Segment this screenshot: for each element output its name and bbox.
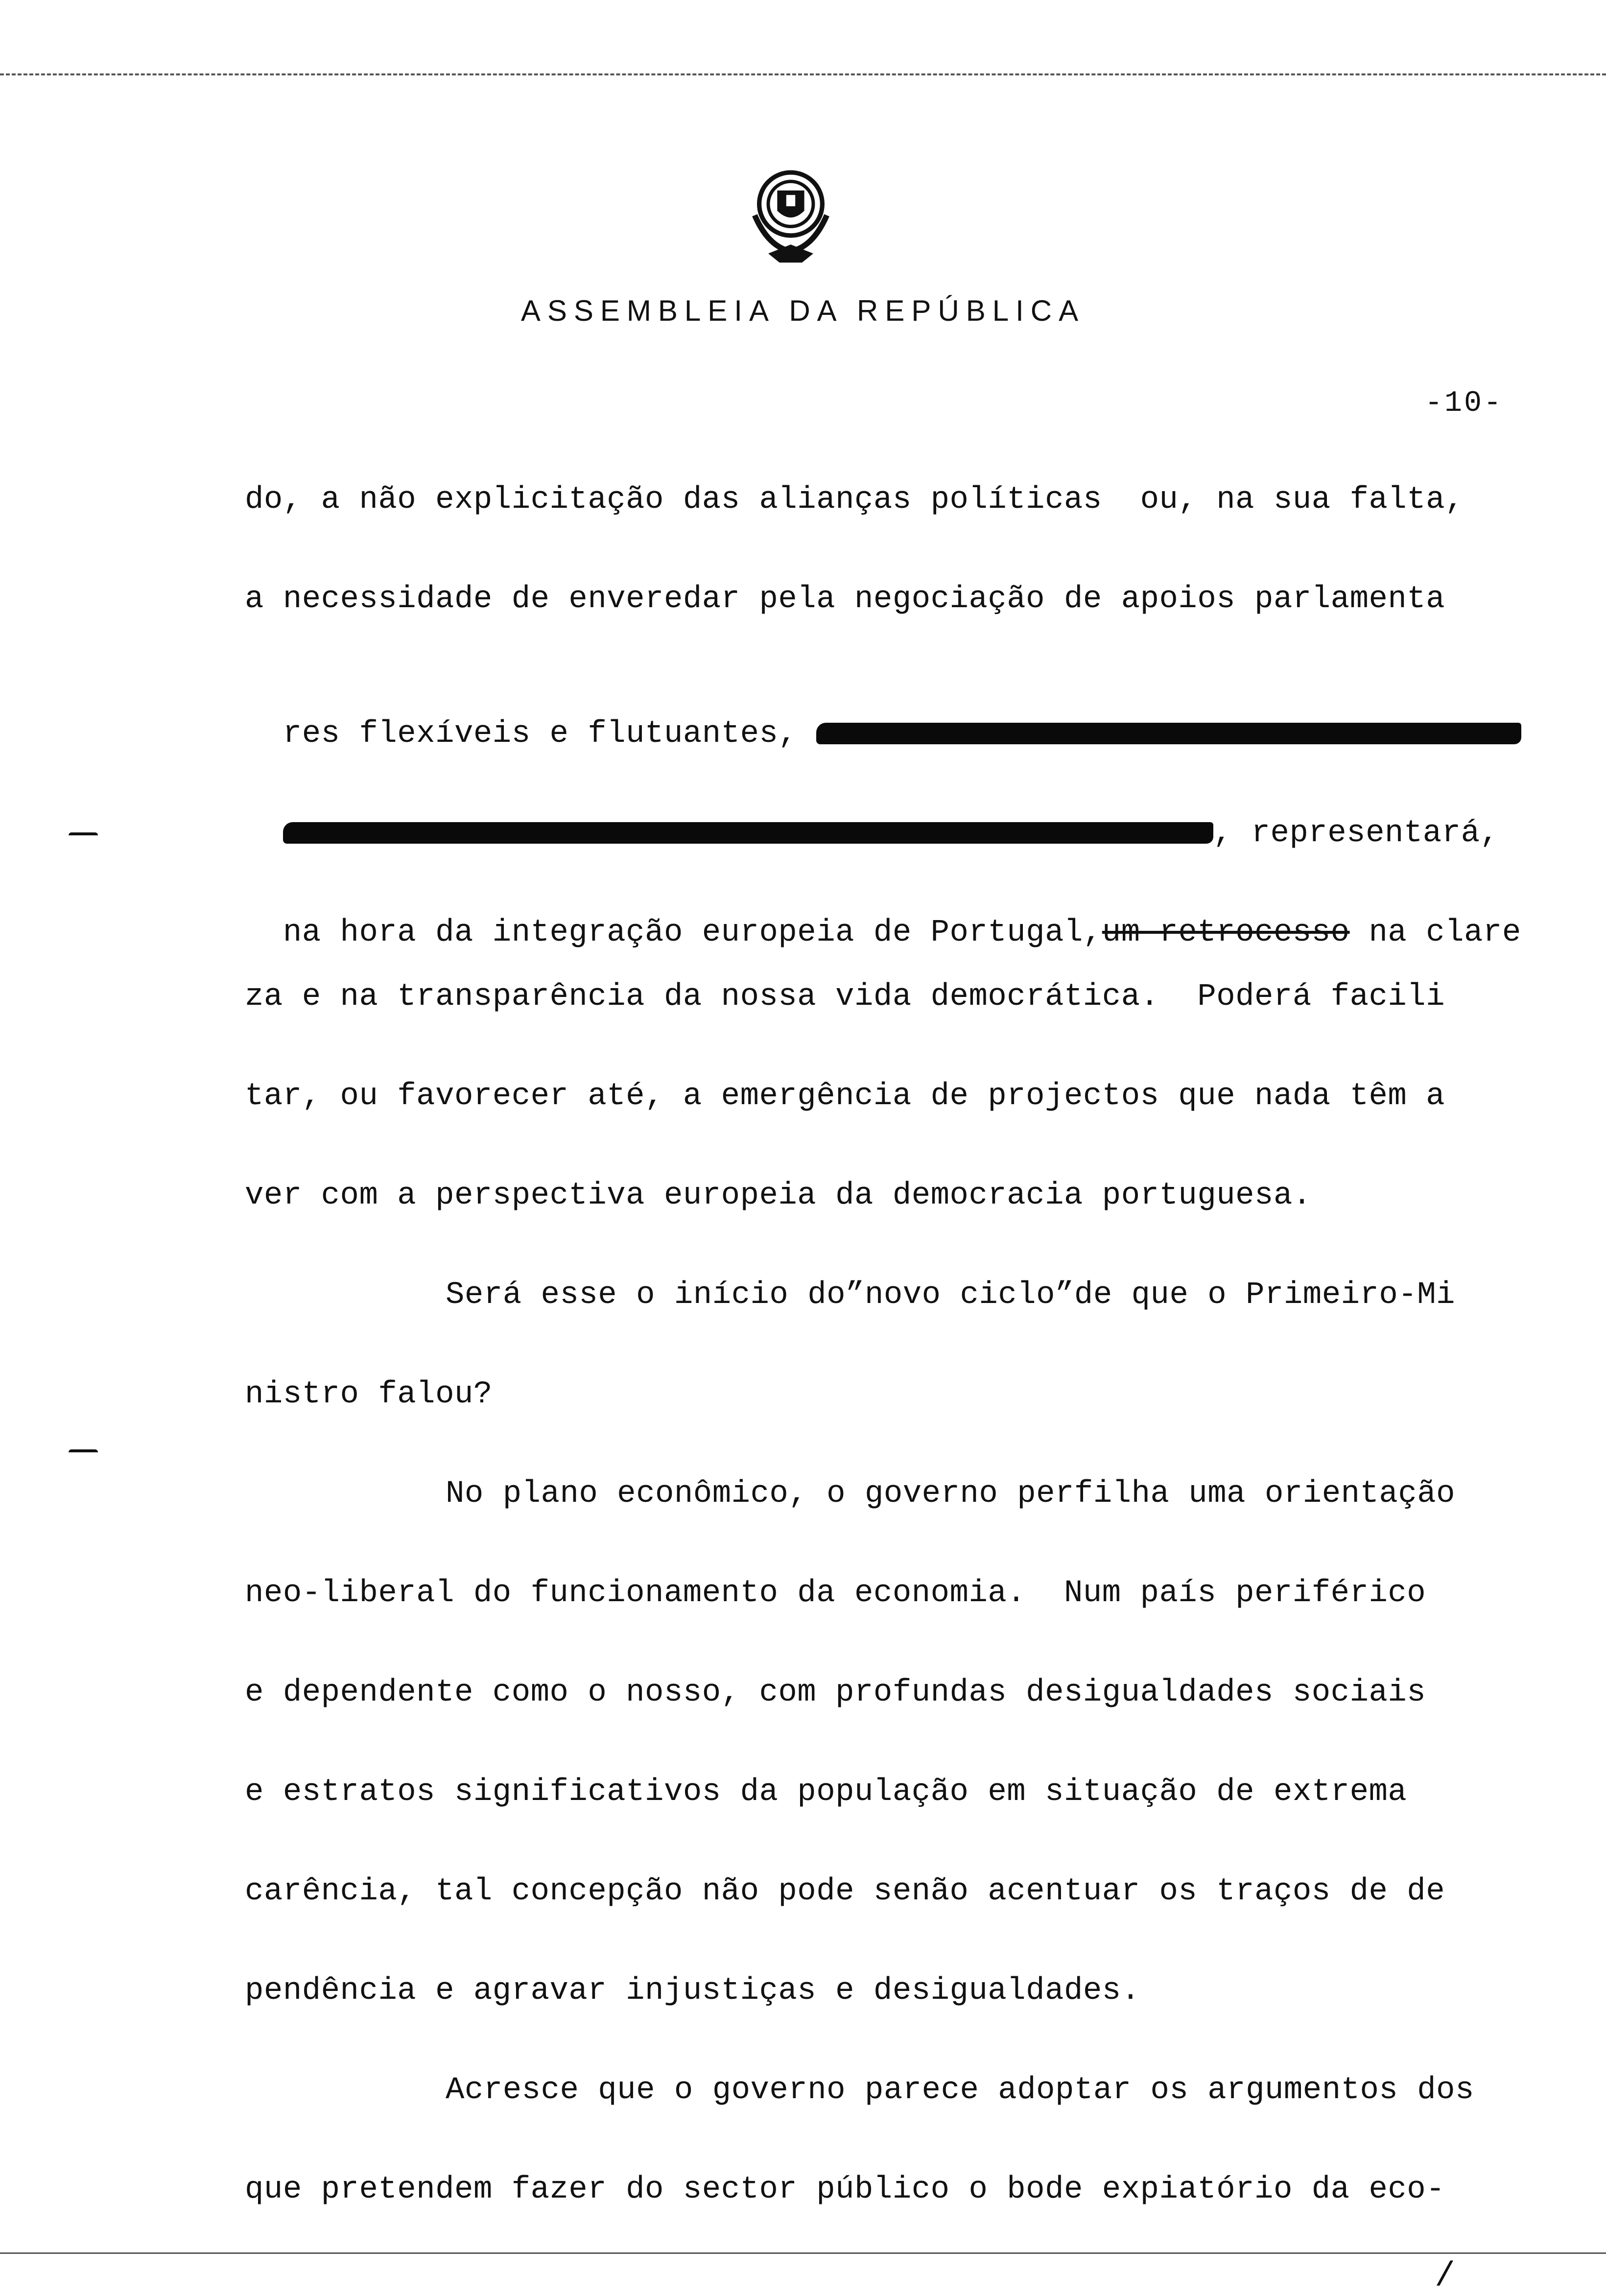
footer-mark: / (1435, 2257, 1456, 2296)
text-line (245, 880, 1521, 950)
margin-mark (69, 832, 98, 835)
institution-title: ASSEMBLEIA DA REPÚBLICA (520, 294, 1086, 327)
margin-mark (69, 1449, 98, 1452)
bottom-scan-rule (0, 2252, 1606, 2254)
redaction-bar (283, 822, 1213, 844)
text-line: Será esse o início do”novo ciclo”de que o Primeiro-Mi (446, 1278, 1456, 1313)
text-fragment: , representará, (1213, 816, 1499, 851)
text-line: do, a não explicitação das alianças políticas ou, na sua falta, (245, 482, 1464, 518)
text-line: que pretendem fazer do sector público o bode expiatório da eco- (245, 2172, 1445, 2207)
text-fragment: na hora da integração europeia de Portugal, (283, 915, 1102, 950)
text-line: a necessidade de enveredar pela negociação de apoios parlamenta (245, 582, 1445, 617)
text-line: tar, ou favorecer até, a emergência de projectos que nada têm a (245, 1079, 1445, 1114)
text-line: e estratos significativos da população em situação de extrema (245, 1775, 1407, 1810)
text-line: za e na transparência da nossa vida democrática. Poderá facili (245, 979, 1445, 1015)
text-line: No plano econômico, o governo perfilha uma orientação (446, 1476, 1456, 1512)
text-line (245, 681, 1521, 752)
redaction-bar (816, 723, 1521, 744)
top-scan-rule (0, 73, 1606, 75)
text-line: pendência e agravar injustiças e desigualdades. (245, 1973, 1140, 2009)
text-line: ver com a perspectiva europeia da democracia portuguesa. (245, 1178, 1312, 1213)
text-fragment: res flexíveis e flutuantes, (283, 716, 817, 752)
text-line (245, 781, 1499, 851)
struck-text: um retrocesso (1102, 915, 1350, 950)
text-line: neo-liberal do funcionamento da economia. Num país periférico (245, 1576, 1426, 1611)
text-line: carência, tal concepção não pode senão acentuar os traços de de (245, 1874, 1445, 1909)
text-line: Acresce que o governo parece adoptar os argumentos dos (446, 2073, 1474, 2108)
page-number: -10- (1424, 387, 1503, 420)
text-line: nistro falou? (245, 1377, 493, 1412)
text-line: e dependente como o nosso, com profundas desigualdades sociais (245, 1675, 1426, 1710)
coat-of-arms-icon (734, 157, 847, 269)
text-fragment: na clare (1349, 915, 1521, 950)
